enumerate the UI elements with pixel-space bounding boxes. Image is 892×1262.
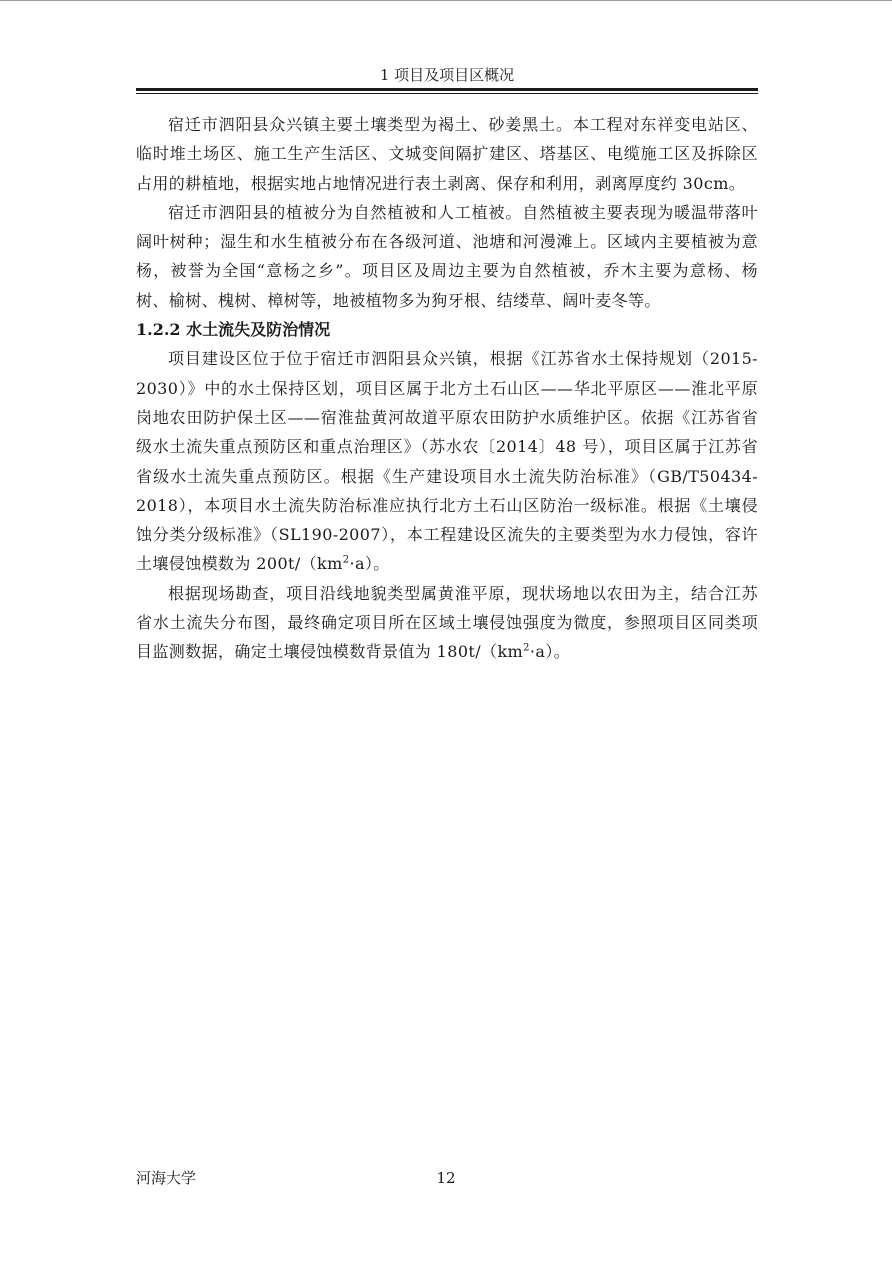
header-rule-thick bbox=[136, 88, 758, 91]
superscript: 2 bbox=[523, 643, 530, 655]
section-heading: 1.2.2 水土流失及防治情况 bbox=[136, 320, 331, 340]
paragraph-zoning-text: 项目建设区位于位于宿迁市泗阳县众兴镇，根据《江苏省水土保持规划（2015-2030）》中的水土保持区划，项目区属于北方土石山区——华北平原区——淮北平原岗地农田防护保土区——宿淮盐黄河故道平原农田防护水质维护区。依据《江苏省省级水土流失重点预防区和重点治理区》（苏水农〔2014〕48 号），项目区属于江苏省省级水土流失重点预防区。根据《生产建设项目水土流失防治标准》（GB/T50434-2018），本项目水土流失防治标准应执行北方土石山区防治一级标准。根据《土壤侵蚀分类分级标准》（SL190-2007），本工程建设区流失的主要类型为水力侵蚀，容许土壤侵蚀模数为 200t/（km bbox=[136, 349, 758, 574]
running-header: 1 项目及项目区概况 bbox=[379, 66, 515, 84]
header-rule-thin bbox=[136, 93, 758, 94]
paragraph-survey bbox=[136, 579, 758, 667]
paragraph-survey-end: ·a）。 bbox=[529, 642, 571, 662]
paragraph-vegetation: 宿迁市泗阳县的植被分为自然植被和人工植被。自然植被主要表现为暖温带落叶阔叶树种；湿生和水生植被分布在各级河道、池塘和河漫滩上。区域内主要植被为意杨，被誉为全国“意杨之乡”。项目区及周边主要为自然植被，乔木主要为意杨、杨树、榆树、槐树、樟树等，地被植物多为狗牙根、结缕草、阔叶麦冬等。 bbox=[136, 202, 758, 310]
page-top-border bbox=[0, 0, 892, 1]
superscript: 2 bbox=[342, 555, 350, 567]
paragraph-soil: 宿迁市泗阳县众兴镇主要土壤类型为褐土、砂姜黑土。本工程对东祥变电站区、临时堆土场区、施工生产生活区、文城变间隔扩建区、塔基区、电缆施工区及拆除区占用的耕植地，根据实地占地情况进行表土剥离、保存和利用，剥离厚度约 30cm。 bbox=[136, 115, 758, 193]
page-number: 12 bbox=[436, 1169, 456, 1187]
footer-university: 河海大学 bbox=[136, 1169, 197, 1187]
paragraph-zoning bbox=[136, 344, 758, 578]
paragraph-survey-text: 根据现场勘查，项目沿线地貌类型属黄淮平原，现状场地以农田为主，结合江苏省水土流失分布图，最终确定项目所在区域土壤侵蚀强度为微度，参照项目区同类项目监测数据，确定土壤侵蚀模数背景值为 180t/（km bbox=[136, 583, 758, 662]
page-body bbox=[136, 110, 758, 667]
paragraph-zoning-end: ·a）。 bbox=[349, 554, 390, 574]
